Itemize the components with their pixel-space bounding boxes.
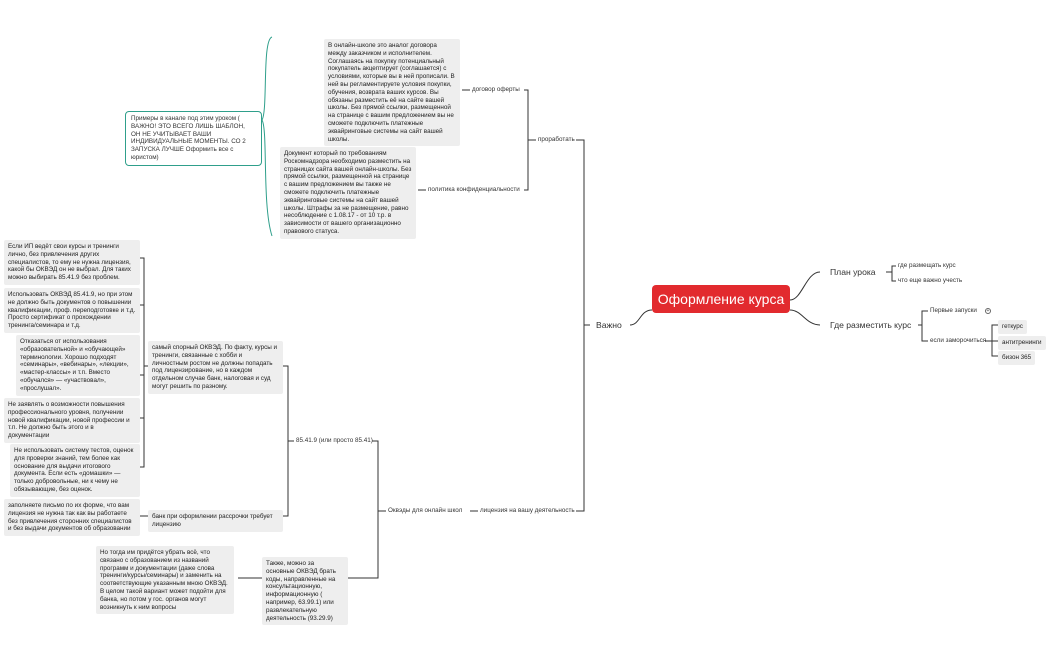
- topic-prorabotat[interactable]: проработать: [538, 136, 575, 143]
- root-topic[interactable]: Оформление курса: [652, 285, 790, 313]
- leaf-ip-personally: Если ИП ведёт свои курсы и тренинги лично, без привлечения других специалистов, то ему не нужна лицензия, какой бы ОКВЭД он не выбрал. Для таких можно выбирать 85.41.9 без проблем.: [4, 240, 140, 285]
- privacy-text: Документ который по требованиям Роскомнадзора необходимо разместить на страницах сайта вашей онлайн-школы. Без прямой ссылки, размещенной на странице с вашим предложением вы также не сможете подключить платежные эквайринговые системы на сайт вашей школы. Штрафы за не размещение, равно несоблюдение с 1.08.17 - от 10 т.р. в зависимости от вашего организационно правового статуса.: [280, 147, 416, 239]
- platform-antitrainings[interactable]: антитренинги: [998, 336, 1046, 350]
- topic-okved-8541[interactable]: 85.41.9 (или просто 85.41): [296, 437, 373, 444]
- other-okved-leaf: Но тогда им придётся убрать всё, что связано с образованием из названий программ и документации (даже слова тренинги/курсы/семинары) и заменить на соответствующие указанным мною ОКВЭД. В целом такой вариант может подойти для банка, но потом у гос. органов могут возникнуть к ним вопросы: [96, 546, 234, 614]
- topic-plan[interactable]: План урока: [830, 267, 876, 277]
- topic-okved-school[interactable]: Оквэды для онлайн школ: [388, 507, 463, 514]
- plan-item-important[interactable]: что еще важно учесть: [898, 277, 963, 284]
- topic-important[interactable]: Важно: [596, 320, 622, 330]
- leaf-use-8541: Использовать ОКВЭД 85.41.9, но при этом не должно быть документов о повышении квалификации, проф. переподготовке и т.д. Просто сертификат о прохождении тренинга/семинара и т.д.: [4, 288, 140, 333]
- plan-item-where[interactable]: где размещать курс: [898, 262, 956, 269]
- bank-installment-text: банк при оформлении рассрочки требует лицензию: [148, 510, 283, 532]
- topic-where[interactable]: Где разместить курс: [830, 320, 912, 330]
- where-bother[interactable]: если заморочиться: [930, 337, 987, 344]
- platform-getcourse[interactable]: геткурс: [998, 320, 1027, 334]
- collapsed-plus-icon[interactable]: +: [986, 308, 990, 314]
- topic-oferta[interactable]: договор оферты: [472, 86, 520, 93]
- where-first-launches[interactable]: Первые запуски: [930, 307, 977, 314]
- leaf-no-qualification: Не заявлять о возможности повышения профессионального уровня, получении новой квалификации, новой профессии и т.п. Не должно быть этого и в документации: [4, 398, 140, 443]
- leaf-no-tests: Не использовать систему тестов, оценок для проверки знаний, тем более как основание для выдачи итогового документа. Если есть «домашки» — только добровольные, ни к чему не обязывающие, без оценок.: [10, 444, 140, 497]
- other-okved-text: Также, можно за основные ОКВЭД брать коды, направленные на консультационную, информационную ( например, 63.99.1) или развлекательную деятельность (93.29.9): [262, 557, 348, 625]
- templates-note[interactable]: Примеры в канале под этим уроком ( ВАЖНО! ЭТО ВСЕГО ЛИШЬ ШАБЛОН, ОН НЕ УЧИТЫВАЕТ ВАШИ ИНДИВИДУАЛЬНЫЕ МОМЕНТЫ. СО 2 ЗАПУСКА ЛУЧШЕ Оформить все с юристом): [125, 111, 262, 166]
- platform-bizon365[interactable]: бизон 365: [998, 351, 1035, 365]
- leaf-terminology: Отказаться от использования «образовательной» и «обучающей» терминологии. Хорошо подходят «семинары», «вебинары», «лекции», «мастер-классы» и т.п. Вместо «обучался» — «участвовал», «прослушал».: [16, 335, 140, 396]
- bank-letter-leaf: заполняете письмо по их форме, что вам лицензия не нужна так как вы работаете без привлечения сторонних специалистов и без выдачи документов об образовании: [4, 499, 140, 536]
- oferta-text: В онлайн-школе это аналог договора между заказчиком и исполнителем. Соглашаясь на покупку потенциальный покупатель акцептирует (соглашается) с условиями, которые вы в ней прописали. В ней вы регламентируете условия покупки, обучения, возврата ваших курсов. Вы обязаны разместить её на сайте вашей школы. Без прямой ссылки, размещенной на странице с вашим предложением вы не сможете подключить платежные эквайринговые системы на сайт вашей школы.: [324, 39, 460, 146]
- disputed-okved-text: самый спорный ОКВЭД. По факту, курсы и тренинги, связанные с хобби и личностным ростом не должны попадать под лицензирование, но в каждом отдельном случае банк, налоговая и суд могут решить по разному.: [148, 341, 283, 394]
- topic-license[interactable]: лицензия на вашу деятельность: [480, 507, 575, 514]
- topic-privacy[interactable]: политика конфиденциальности: [428, 186, 520, 193]
